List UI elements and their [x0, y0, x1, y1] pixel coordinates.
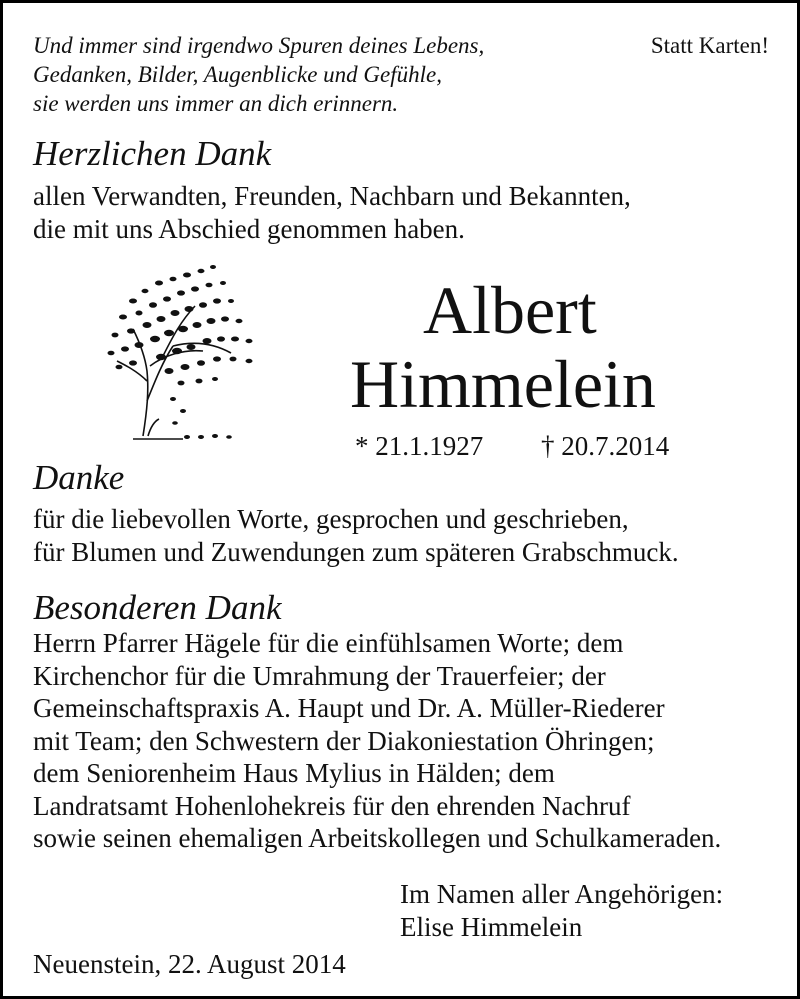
place-date: Neuenstein, 22. August 2014: [33, 949, 346, 979]
motto-line: Gedanken, Bilder, Augenblicke und Gefühle,: [33, 62, 442, 87]
text-line: sowie seinen ehemaligen Arbeitskollegen und Schulkameraden.: [33, 823, 722, 853]
text-line: Gemeinschaftspraxis A. Haupt und Dr. A. Müller-Riederer: [33, 693, 665, 723]
text-line: Herrn Pfarrer Hägele für die einfühlsamen Worte; dem: [33, 628, 624, 658]
section-danke-text: [33, 503, 679, 568]
motto-line: sie werden uns immer an dich erinnern.: [33, 91, 399, 116]
deceased-last-name: Himmelein: [350, 346, 656, 422]
signature: [400, 878, 723, 943]
text-line: mit Team; den Schwestern der Diakoniestation Öhringen;: [33, 725, 655, 756]
text-line: dem Seniorenheim Haus Mylius in Hälden; dem: [33, 758, 555, 788]
signature-name: Elise Himmelein: [400, 911, 583, 942]
heading-besonderen-dank: Besonderen Dank: [33, 588, 282, 627]
text-line: für Blumen und Zuwendungen zum späteren Grabschmuck.: [33, 536, 679, 567]
motto-line: Und immer sind irgendwo Spuren deines Lebens,: [33, 33, 485, 58]
text-line: allen Verwandten, Freunden, Nachbarn und Bekannten,: [33, 181, 631, 211]
heading-herzlichen-dank: Herzlichen Dank: [33, 134, 272, 173]
deceased-first-name: Albert: [423, 272, 597, 348]
section-thanks-text: [33, 180, 631, 245]
text-line: Landratsamt Hohenlohekreis für den ehrenden Nachruf: [33, 790, 631, 821]
text-line: die mit uns Abschied genommen haben.: [33, 213, 465, 244]
tree-icon: [103, 261, 263, 447]
motto: [33, 31, 484, 118]
text-line: Kirchenchor für die Umrahmung der Trauerfeier; der: [33, 660, 606, 691]
signature-line: Im Namen aller Angehörigen:: [400, 879, 724, 909]
statt-karten: Statt Karten!: [650, 33, 769, 58]
text-line: für die liebevollen Worte, gesprochen und geschrieben,: [33, 504, 629, 534]
birth-date: * 21.1.1927: [355, 431, 484, 461]
heading-danke: Danke: [33, 458, 125, 497]
section-besonderen-dank-text: [33, 627, 721, 855]
death-date: † 20.7.2014: [541, 431, 670, 461]
